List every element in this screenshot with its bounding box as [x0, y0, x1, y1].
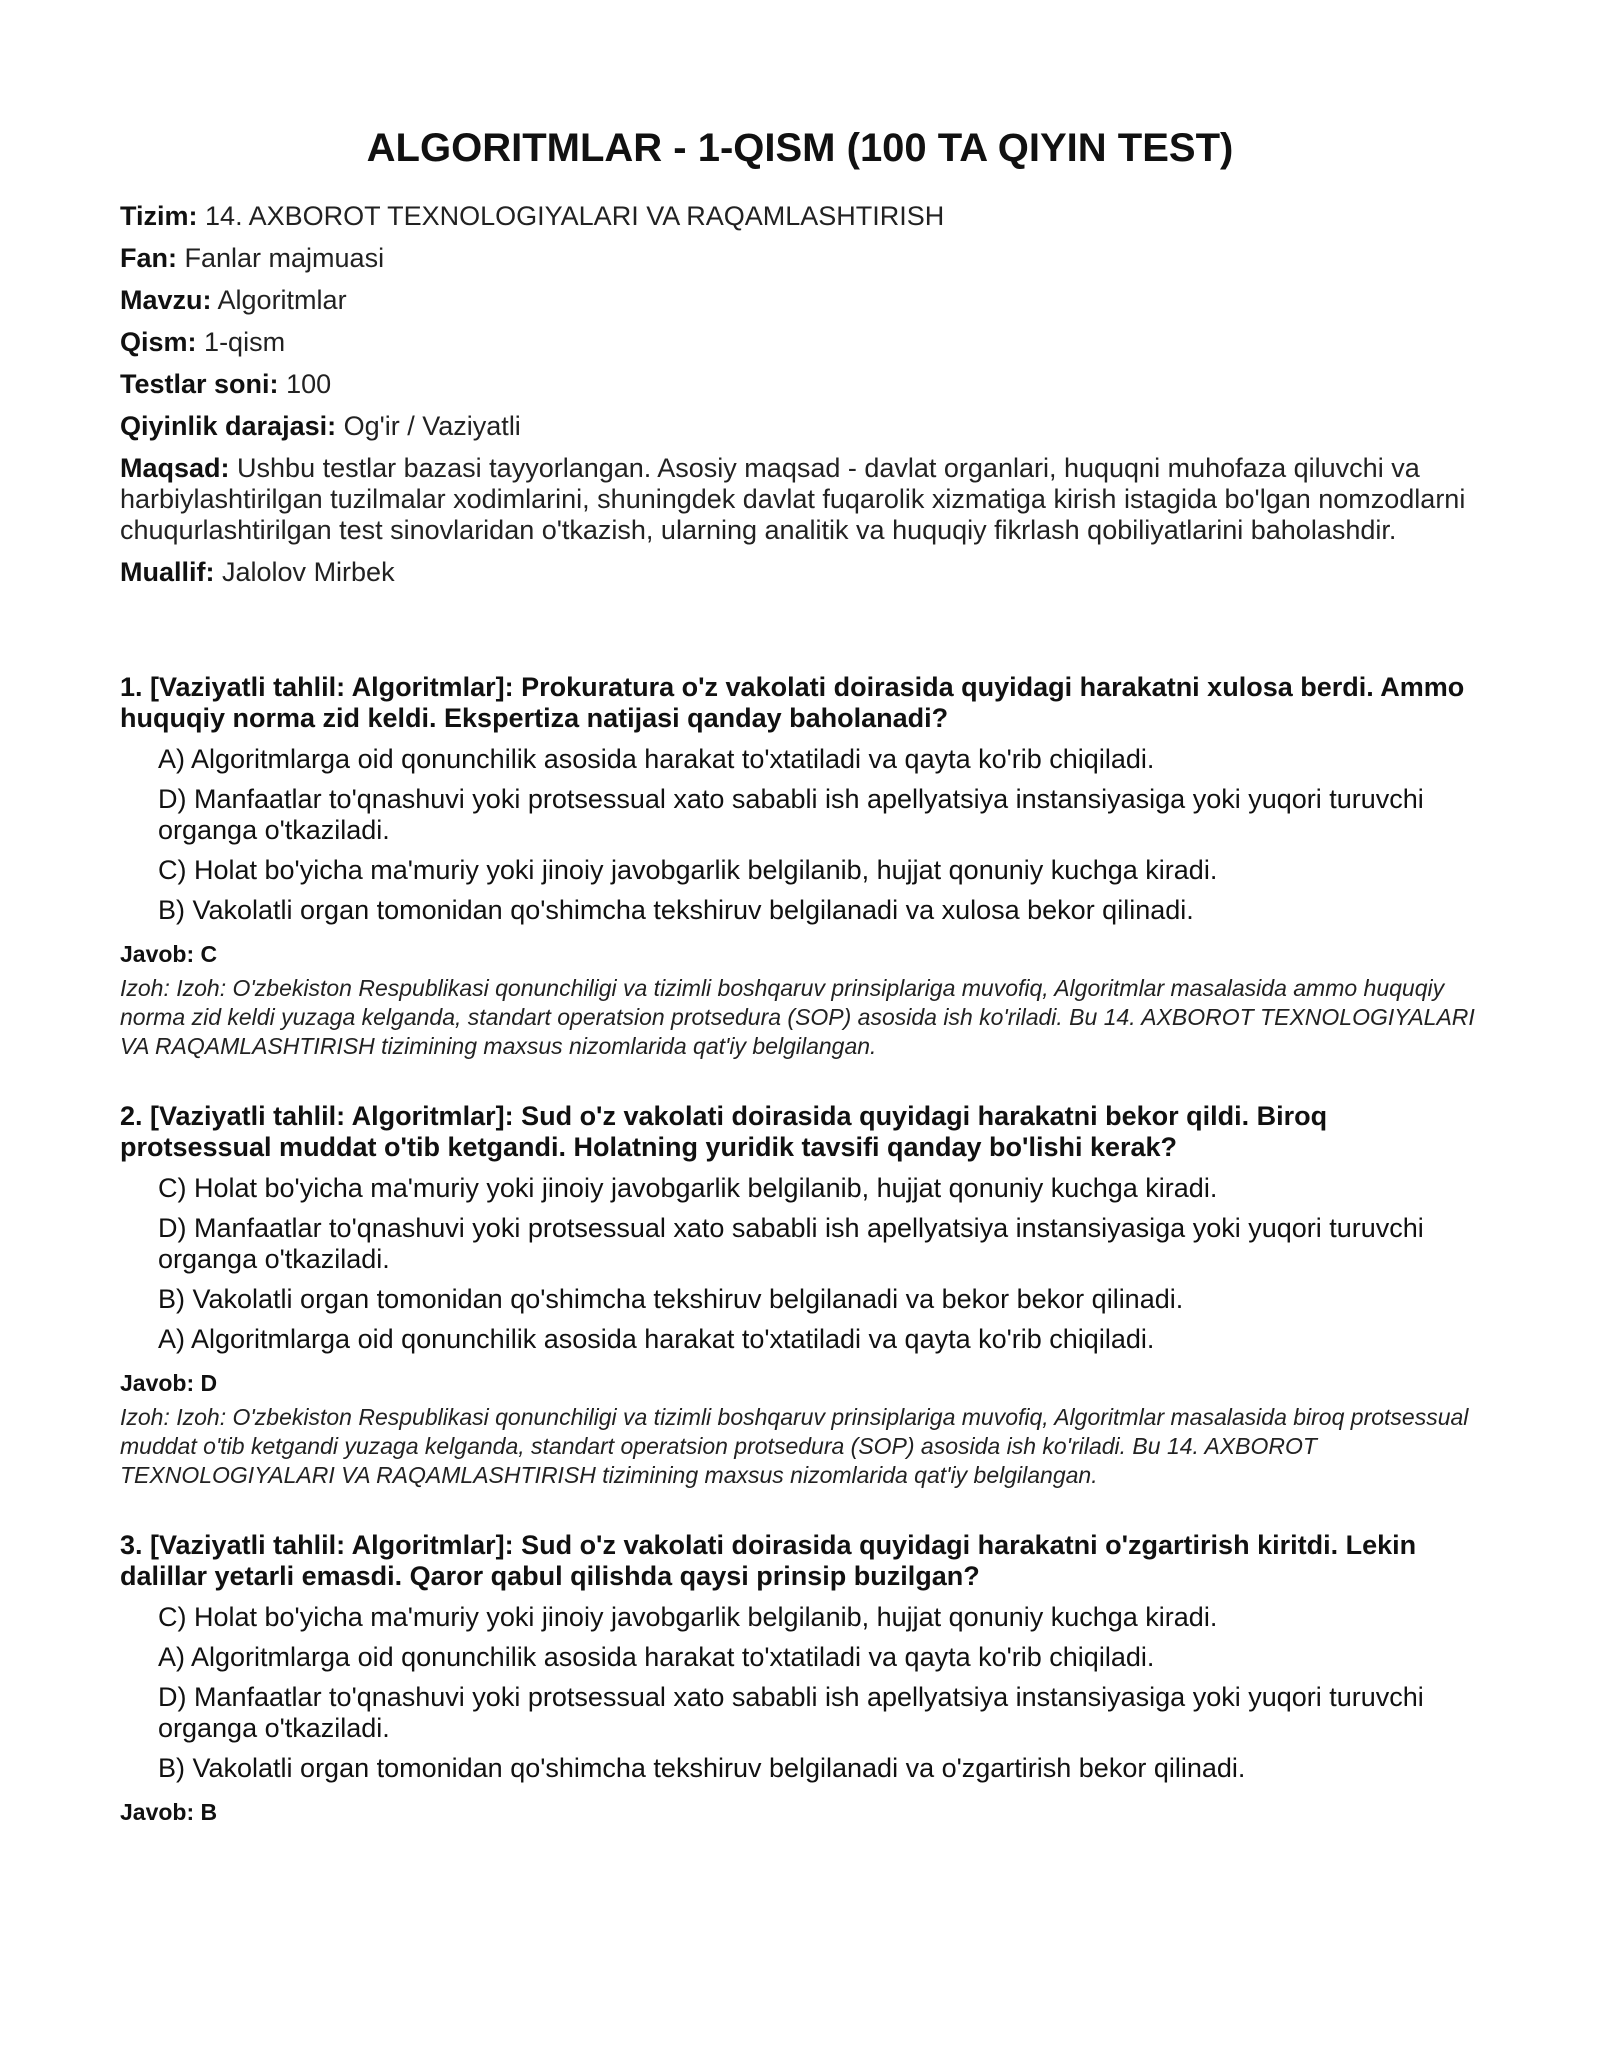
answer-option: D) Manfaatlar to'qnashuvi yoki protsessual xato sababli ish apellyatsiya instansiyasiga yoki yuqori turuvchi organga o'tkaziladi.	[158, 784, 1424, 845]
question-title: 1. [Vaziyatli tahlil: Algoritmlar]: Prokuratura o'z vakolati doirasida quyidagi harakatni xulosa berdi. Ammo huquqiy norma zid keldi. Ekspertiza natijasi qanday baholanadi?	[120, 672, 1465, 733]
meta-label: Muallif:	[120, 557, 215, 587]
meta-mavzu	[120, 285, 1480, 316]
answer-option: C) Holat bo'yicha ma'muriy yoki jinoiy javobgarlik belgilanib, hujjat qonuniy kuchga kiradi.	[158, 1602, 1218, 1632]
explanation-note: Izoh: Izoh: O'zbekiston Respublikasi qonunchiligi va tizimli boshqaruv prinsiplariga muvofiq, Algoritmlar masalasida ammo huquqiy norma zid keldi yuzaga kelganda, standart operatsion protsedura (SOP) asosida ish ko'riladi. Bu 14. AXBOROT TEXNOLOGIYALARI VA RAQAMLASHTIRISH tizimining maxsus nizomlarida qat'iy belgilangan.	[120, 975, 1475, 1059]
answer-option: D) Manfaatlar to'qnashuvi yoki protsessual xato sababli ish apellyatsiya instansiyasiga yoki yuqori turuvchi organga o'tkaziladi.	[158, 1682, 1424, 1743]
meta-value: 100	[286, 369, 332, 399]
question-1	[120, 672, 1480, 1061]
meta-value: Fanlar majmuasi	[184, 243, 385, 273]
answer-option: D) Manfaatlar to'qnashuvi yoki protsessual xato sababli ish apellyatsiya instansiyasiga yoki yuqori turuvchi organga o'tkaziladi.	[158, 1213, 1424, 1274]
answer-option: B) Vakolatli organ tomonidan qo'shimcha tekshiruv belgilanadi va bekor bekor qilinadi.	[158, 1284, 1184, 1314]
meta-qism	[120, 327, 1480, 358]
explanation-note: Izoh: Izoh: O'zbekiston Respublikasi qonunchiligi va tizimli boshqaruv prinsiplariga muvofiq, Algoritmlar masalasida biroq protsessual muddat o'tib ketgandi yuzaga kelganda, standart operatsion protsedura (SOP) asosida ish ko'riladi. Bu 14. AXBOROT TEXNOLOGIYALARI VA RAQAMLASHTIRISH tizimining maxsus nizomlarida qat'iy belgilangan.	[120, 1404, 1469, 1488]
answer-option: C) Holat bo'yicha ma'muriy yoki jinoiy javobgarlik belgilanib, hujjat qonuniy kuchga kiradi.	[158, 1173, 1218, 1203]
meta-maqsad	[120, 453, 1480, 546]
metadata-block	[120, 201, 1480, 588]
meta-value: Ushbu testlar bazasi tayyorlangan. Asosiy maqsad - davlat organlari, huquqni muhofaza qiluvchi va harbiylashtirilgan tuzilmalar xodimlarini, shuningdek davlat fuqarolik xizmatiga kirish istagida bo'lgan nomzodlarni chuqurlashtirilgan test sinovlaridan o'tkazish, ularning analitik va huquqiy fikrlash qobiliyatlarini baholashdir.	[120, 453, 1466, 545]
meta-value: 1-qism	[204, 327, 286, 357]
answer-option: A) Algoritmlarga oid qonunchilik asosida harakat to'xtatiladi va qayta ko'rib chiqiladi.	[158, 1642, 1155, 1672]
meta-muallif	[120, 557, 1480, 588]
answer-option: A) Algoritmlarga oid qonunchilik asosida harakat to'xtatiladi va qayta ko'rib chiqiladi.	[158, 744, 1155, 774]
answer-option: A) Algoritmlarga oid qonunchilik asosida harakat to'xtatiladi va qayta ko'rib chiqiladi.	[158, 1324, 1155, 1354]
meta-value: 14. AXBOROT TEXNOLOGIYALARI VA RAQAMLASHTIRISH	[205, 201, 945, 231]
meta-label: Tizim:	[120, 201, 198, 231]
meta-label: Qiyinlik darajasi:	[120, 411, 337, 441]
answer-option: C) Holat bo'yicha ma'muriy yoki jinoiy javobgarlik belgilanib, hujjat qonuniy kuchga kiradi.	[158, 855, 1218, 885]
question-title: 3. [Vaziyatli tahlil: Algoritmlar]: Sud o'z vakolati doirasida quyidagi harakatni o'zgartirish kiritdi. Lekin dalillar yetarli emasdi. Qaror qabul qilishda qaysi prinsip buzilgan?	[120, 1530, 1417, 1591]
meta-label: Qism:	[120, 327, 197, 357]
meta-value: Algoritmlar	[217, 285, 347, 315]
question-2	[120, 1101, 1480, 1490]
question-3	[120, 1530, 1480, 1826]
document-title: ALGORITMLAR - 1-QISM (100 TA QIYIN TEST)	[366, 126, 1234, 170]
meta-testlar-soni	[120, 369, 1480, 400]
meta-label: Fan:	[120, 243, 177, 273]
answer-option: B) Vakolatli organ tomonidan qo'shimcha tekshiruv belgilanadi va o'zgartirish bekor qilinadi.	[158, 1753, 1246, 1783]
question-title: 2. [Vaziyatli tahlil: Algoritmlar]: Sud o'z vakolati doirasida quyidagi harakatni bekor qildi. Biroq protsessual muddat o'tib ketgandi. Holatning yuridik tavsifi qanday bo'lishi kerak?	[120, 1101, 1328, 1162]
answer-option: B) Vakolatli organ tomonidan qo'shimcha tekshiruv belgilanadi va xulosa bekor qilinadi.	[158, 895, 1194, 925]
meta-value: Og'ir / Vaziyatli	[343, 411, 521, 441]
meta-label: Mavzu:	[120, 285, 212, 315]
meta-value: Jalolov Mirbek	[222, 557, 395, 587]
meta-fan	[120, 243, 1480, 274]
meta-label: Testlar soni:	[120, 369, 279, 399]
correct-answer: Javob: C	[120, 941, 218, 967]
meta-tizim	[120, 201, 1480, 232]
correct-answer: Javob: B	[120, 1799, 218, 1825]
meta-label: Maqsad:	[120, 453, 230, 483]
correct-answer: Javob: D	[120, 1370, 218, 1396]
meta-qiyinlik	[120, 411, 1480, 442]
